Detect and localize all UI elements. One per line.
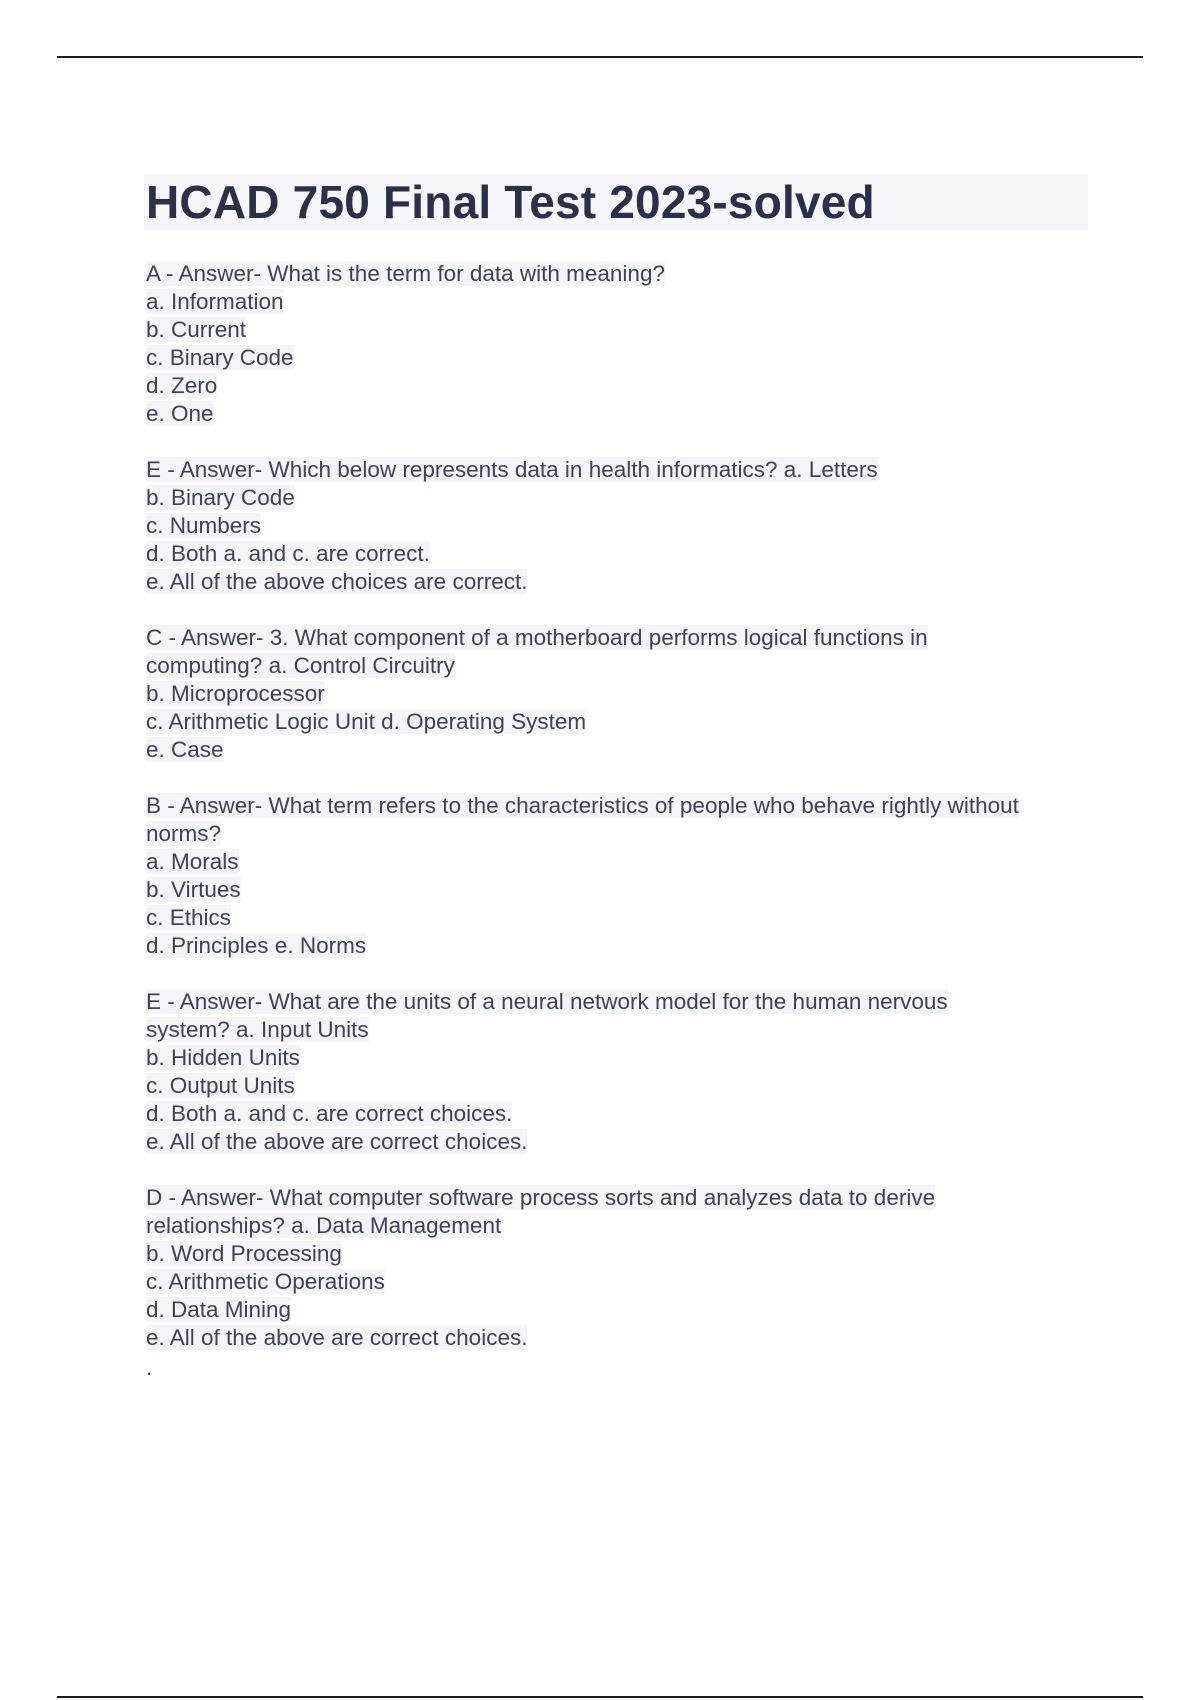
answer-choice (146, 1128, 1088, 1156)
answer-choice (146, 568, 1088, 596)
answer-choice-text: d. Zero (146, 373, 218, 398)
answer-choice (146, 372, 1088, 400)
question-block (146, 456, 1088, 596)
answer-choice (146, 848, 1088, 876)
answer-choice-text: relationships? a. Data Management (146, 1213, 502, 1238)
answer-choice (146, 820, 1088, 848)
answer-choice (146, 1324, 1088, 1352)
answer-choice (146, 316, 1088, 344)
answer-choice (146, 1072, 1088, 1100)
answer-choice (146, 904, 1088, 932)
question-text (146, 260, 1088, 288)
answer-choice (146, 876, 1088, 904)
answer-choice (146, 288, 1088, 316)
question-text (146, 624, 1088, 652)
question-block (146, 988, 1088, 1156)
answer-choice-text: d. Data Mining (146, 1297, 292, 1322)
question-block (146, 1184, 1088, 1352)
question-text-content: D - Answer- What computer software process sorts and analyzes data to derive (146, 1185, 936, 1210)
answer-choice-text: a. Morals (146, 849, 239, 874)
answer-choice (146, 512, 1088, 540)
title-band (144, 174, 1088, 230)
answer-choice-text: e. All of the above choices are correct. (146, 569, 528, 594)
question-text-content: A - Answer- What is the term for data with meaning? (146, 261, 665, 286)
question-block (146, 792, 1088, 960)
question-text-content: E - Answer- What are the units of a neural network model for the human nervous (146, 989, 948, 1014)
answer-choice-text: b. Hidden Units (146, 1045, 300, 1070)
answer-choice (146, 484, 1088, 512)
answer-choice (146, 540, 1088, 568)
question-text (146, 1184, 1088, 1212)
answer-choice-text: c. Arithmetic Logic Unit d. Operating System (146, 709, 587, 734)
question-text (146, 456, 1088, 484)
answer-choice-text: system? a. Input Units (146, 1017, 369, 1042)
answer-choice-text: a. Information (146, 289, 284, 314)
answer-choice-text: c. Output Units (146, 1073, 295, 1098)
answer-choice-text: d. Both a. and c. are correct. (146, 541, 430, 566)
answer-choice (146, 708, 1088, 736)
answer-choice-text: b. Binary Code (146, 485, 295, 510)
answer-choice-text: b. Current (146, 317, 247, 342)
answer-choice (146, 1268, 1088, 1296)
document-body (146, 174, 1088, 1382)
question-text-content: E - Answer- Which below represents data in health informatics? a. Letters (146, 457, 878, 482)
footer-rule (57, 1696, 1143, 1698)
answer-choice-text: c. Binary Code (146, 345, 294, 370)
trailing-mark: . (146, 1355, 153, 1380)
answer-choice (146, 736, 1088, 764)
answer-choice (146, 1212, 1088, 1240)
answer-choice-text: e. All of the above are correct choices. (146, 1129, 528, 1154)
answer-choice-text: d. Both a. and c. are correct choices. (146, 1101, 513, 1126)
answer-choice-text: b. Microprocessor (146, 681, 325, 706)
document-title: HCAD 750 Final Test 2023-solved (146, 176, 875, 228)
answer-choice-text: computing? a. Control Circuitry (146, 653, 455, 678)
header-rule (57, 56, 1143, 58)
answer-choice-text: c. Arithmetic Operations (146, 1269, 385, 1294)
answer-choice-text: b. Virtues (146, 877, 241, 902)
question-block (146, 624, 1088, 764)
answer-choice-text: b. Word Processing (146, 1241, 342, 1266)
answer-choice (146, 1240, 1088, 1268)
answer-choice (146, 400, 1088, 428)
answer-choice-text: e. All of the above are correct choices. (146, 1325, 528, 1350)
question-block (146, 260, 1088, 428)
answer-choice (146, 932, 1088, 960)
answer-choice-text: norms? (146, 821, 222, 846)
answer-choice (146, 652, 1088, 680)
question-text (146, 792, 1088, 820)
answer-choice-text: c. Numbers (146, 513, 262, 538)
answer-choice (146, 1044, 1088, 1072)
answer-choice-text: e. Case (146, 737, 224, 762)
answer-choice (146, 680, 1088, 708)
answer-choice (146, 1100, 1088, 1128)
question-text-content: B - Answer- What term refers to the characteristics of people who behave rightly without (146, 793, 1019, 818)
answer-choice-text: c. Ethics (146, 905, 232, 930)
question-list (146, 260, 1088, 1352)
answer-choice (146, 1016, 1088, 1044)
answer-choice-text: e. One (146, 401, 214, 426)
answer-choice (146, 1296, 1088, 1324)
question-text (146, 988, 1088, 1016)
answer-choice (146, 344, 1088, 372)
question-text-content: C - Answer- 3. What component of a motherboard performs logical functions in (146, 625, 928, 650)
answer-choice-text: d. Principles e. Norms (146, 933, 367, 958)
